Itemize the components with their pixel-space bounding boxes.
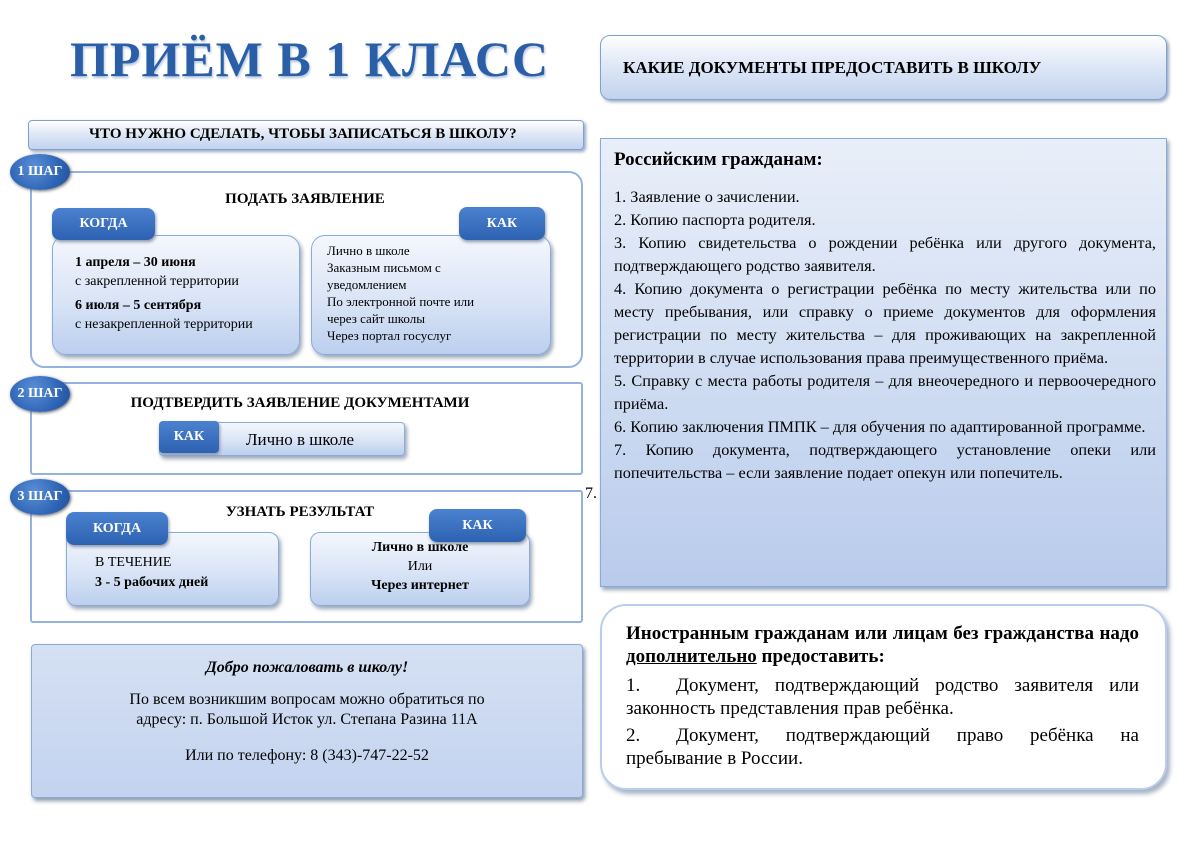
foreign-title-part1: Иностранным гражданам или лицам без гражданства надо [626, 623, 1139, 644]
step1-when-period-2: 6 июля – 5 сентября [75, 298, 202, 313]
step3-when-tag: КОГДА [66, 512, 168, 545]
russian-citizens-box [600, 138, 1167, 587]
step3-how-line2: Или [407, 559, 433, 574]
foreign-item-2 [626, 724, 1139, 770]
step1-title: ПОДАТЬ ЗАЯВЛЕНИЕ [225, 191, 385, 207]
step3-how-line3: Через интернет [371, 578, 469, 593]
step1-how-item: Лично в школе [327, 243, 410, 258]
step3-when-line1: В ТЕЧЕНИЕ [95, 555, 172, 570]
foreign-citizens-box [600, 604, 1167, 790]
step3-how-text [320, 538, 520, 595]
foreign-item-number: 1. [626, 675, 641, 696]
step1-when-period-1: 1 апреля – 30 июня [75, 255, 196, 270]
foreign-item-number: 2. [626, 725, 641, 746]
russian-citizens-title: Российским гражданам: [614, 149, 823, 170]
step1-how-tag: КАК [459, 207, 545, 240]
step3-how-line1: Лично в школе [371, 540, 469, 555]
step3-badge: 3 ШАГ [10, 479, 70, 515]
foreign-citizens-title [626, 622, 1139, 668]
welcome-text-2: адресу: п. Большой Исток ул. Степана Разина 11А [136, 711, 478, 728]
welcome-text-1: По всем возникшим вопросам можно обратиться по [129, 691, 485, 708]
russian-documents-list [601, 185, 1166, 484]
foreign-item-text: Документ, подтверждающий родство заявителя или законность представления прав ребёнка. [626, 675, 1139, 719]
step1-when-note-1: с закрепленной территории [75, 274, 239, 289]
step1-badge: 1 ШАГ [10, 154, 70, 190]
step2-how-text: Лично в школе [246, 430, 355, 449]
step1-how-item: По электронной почте или [327, 294, 475, 309]
list-item: 3. Копию свидетельства о рождении ребёнка или другого документа, подтверждающего родство заявителя. [614, 233, 1156, 275]
documents-header: КАКИЕ ДОКУМЕНТЫ ПРЕДОСТАВИТЬ В ШКОЛУ [600, 35, 1167, 100]
step3-when-line2: 3 - 5 рабочих дней [95, 575, 209, 590]
list-item: 1. Заявление о зачислении. [614, 187, 800, 206]
page-title: ПРИЁМ В 1 КЛАСС [70, 31, 550, 87]
list-item: 4. Копию документа о регистрации ребёнка по месту жительства или по месту пребывания, или справку о приеме документов для оформления регистрации по месту жительства – для проживающих на закрепленной территории в случае использования права преимущественного приёма. [614, 279, 1156, 367]
step3-how-tag: КАК [429, 509, 526, 542]
list-item: 7. Копию документа, подтверждающего установление опеки или попечительства – если заявление подает опекун или попечитель. [614, 440, 1156, 482]
stray-number: 7. [585, 485, 597, 502]
list-item: 6. Копию заключения ПМПК – для обучения по адаптированной программе. [614, 417, 1146, 436]
step1-when-note-2: с незакрепленной территории [75, 317, 253, 332]
step1-how-list [327, 242, 547, 344]
foreign-item-1 [626, 674, 1139, 720]
step2-badge: 2 ШАГ [10, 376, 70, 412]
list-item: 5. Справку с места работы родителя – для внеочередного и первоочередного приёма. [614, 371, 1156, 413]
foreign-title-underlined: дополнительно [626, 646, 757, 667]
step2-how-tag: КАК [159, 421, 219, 453]
list-item: 2. Копию паспорта родителя. [614, 210, 816, 229]
step1-when-list [75, 253, 297, 334]
step1-how-item: Заказным письмом с [327, 260, 441, 275]
foreign-title-part2: предоставить: [756, 646, 885, 667]
step1-how-item: уведомлением [327, 277, 407, 292]
welcome-phone: Или по телефону: 8 (343)-747-22-52 [185, 747, 429, 764]
step1-when-tag: КОГДА [52, 208, 155, 240]
foreign-item-text: Документ, подтверждающий право ребёнка на пребывание в России. [626, 725, 1139, 769]
welcome-title: Добро пожаловать в школу! [205, 659, 409, 676]
step1-how-item: Через портал госуслуг [327, 328, 452, 343]
step3-title: УЗНАТЬ РЕЗУЛЬТАТ [225, 504, 375, 520]
step2-title: ПОДТВЕРДИТЬ ЗАЯВЛЕНИЕ ДОКУМЕНТАМИ [130, 395, 470, 411]
step1-how-item: через сайт школы [327, 311, 425, 326]
question-header: ЧТО НУЖНО СДЕЛАТЬ, ЧТОБЫ ЗАПИСАТЬСЯ В ШКОЛУ? [28, 120, 584, 150]
welcome-box [31, 644, 583, 798]
